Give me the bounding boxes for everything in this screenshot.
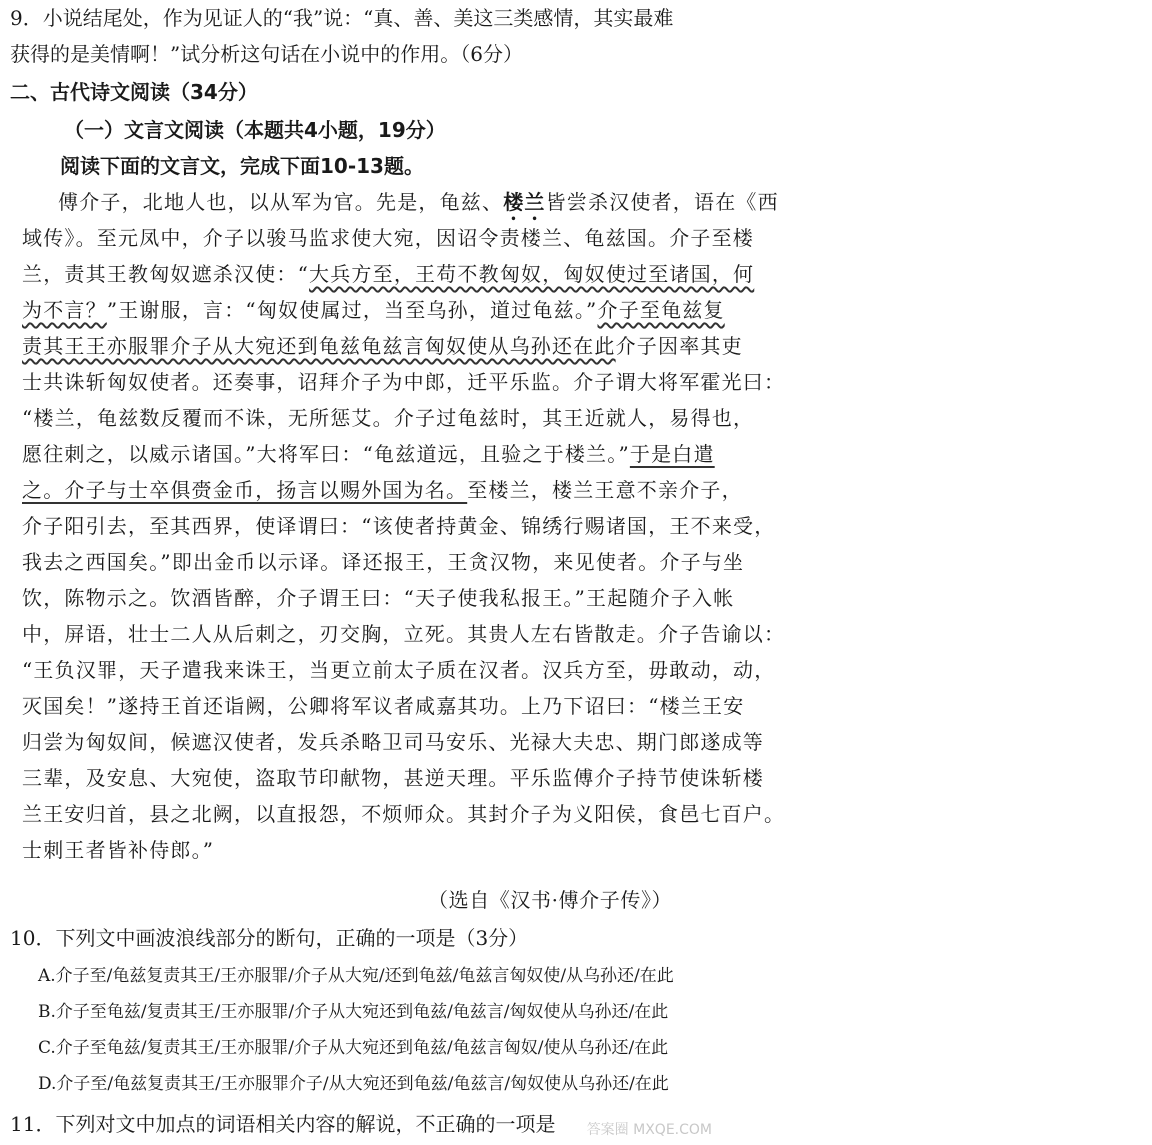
question-10-stem: 10．下列文中画波浪线部分的断句，正确的一项是（3分）: [10, 926, 529, 950]
passage-line: 介子阳引去，至其西界，使译谓曰：“该使者持黄金、锦绣行赐诸国，王不来受，: [22, 514, 776, 538]
dotted-word: 楼兰: [503, 190, 546, 214]
passage-line: 归尝为匈奴间，候遮汉使者，发兵杀略卫司马安乐、光禄大夫忠、期门郎遂成等: [22, 730, 764, 754]
passage-line: 士共诛斩匈奴使者。还奏事，诏拜介子为中郎，迁平乐监。介子谓大将军霍光曰：: [22, 370, 786, 394]
passage-line: 三辈，及安息、大宛使，盗取节印献物，甚逆天理。平乐监傅介子持节使诛斩楼: [22, 766, 764, 790]
source-citation: （选自《汉书·傅介子传》）: [428, 888, 673, 912]
option-c: C.介子至龟兹/复责其王/王亦服罪/介子从大宛还到龟兹/龟兹言匈奴/使从乌孙还/在此: [38, 1038, 669, 1058]
passage-line: [22, 256, 755, 292]
question-11-stem: 11．下列对文中加点的词语相关内容的解说，不正确的一项是: [10, 1112, 556, 1136]
passage-line: “楼兰，龟兹数反覆而不诛，无所惩艾。介子过龟兹时，其王近就人，易得也，: [22, 406, 755, 430]
section-heading: 二、古代诗文阅读（34分）: [10, 80, 258, 104]
passage-line: “王负汉罪，天子遣我来诛王，当更立前太子质在汉者。汉兵方至，毋敢动，动，: [22, 658, 776, 682]
passage-line: 我去之西国矣。”即出金币以示译。译还报王，王贪汉物，来见使者。介子与坐: [22, 550, 745, 574]
wavy-underlined-text: 介子至龟兹复: [597, 298, 725, 322]
passage-line: [22, 328, 746, 364]
passage-line: 中，屏语，壮士二人从后刺之，刃交胸，立死。其贵人左右皆散走。介子告谕以：: [22, 622, 786, 646]
passage-line: 兰王安归首，县之北阙，以直报怨，不烦师众。其封介子为义阳侯，食邑七百户。: [22, 802, 786, 826]
passage-line: [22, 292, 746, 328]
passage-text: 兰，责其王教匈奴遮杀汉使：“: [22, 262, 310, 286]
wavy-underlined-text: 为不言？: [22, 298, 107, 322]
passage-line: 饮，陈物示之。饮酒皆醉，介子谓王曰：“天子使我私报王。”王起随介子入帐: [22, 586, 735, 610]
option-b: B.介子至龟兹/复责其王/王亦服罪/介子从大宛还到龟兹/龟兹言/匈奴使从乌孙还/在此: [38, 1002, 669, 1022]
passage-text: 介子因率其吏: [615, 334, 743, 358]
passage-line: 士刺王者皆补侍郎。”: [22, 838, 215, 862]
passage-line: 域传》。至元凤中，介子以骏马监求使大宛，因诏令责楼兰、龟兹国。介子至楼: [22, 226, 754, 250]
passage-text: 傅介子，北地人也，以从军为官。先是，龟兹、: [58, 190, 504, 214]
passage-text: ”王谢服，言：“匈奴使属过，当至乌孙，道过龟兹。”: [106, 298, 598, 322]
passage-line: [58, 184, 782, 225]
passage-text: 至楼兰，楼兰王意不亲介子，: [467, 478, 743, 502]
option-d: D.介子至/龟兹复责其王/王亦服罪介子/从大宛还到龟兹/龟兹言/匈奴使从乌孙还/在此: [38, 1074, 669, 1094]
wavy-underlined-text: 大兵方至，王苟不教匈奴，匈奴使过至诸国，何: [309, 262, 755, 286]
underlined-text: 之。介子与士卒俱赍金币，扬言以赐外国为名。: [22, 478, 468, 502]
underlined-text: 于是白遣: [629, 442, 715, 466]
passage-text: 皆尝杀汉使者，语在《西: [545, 190, 779, 214]
subsection-heading: （一）文言文阅读（本题共4小题，19分）: [64, 118, 446, 142]
wavy-underlined-text: 责其王王亦服罪介子从大宛还到龟兹龟兹言匈奴使从乌孙还在此: [22, 334, 616, 358]
passage-line: 灭国矣！”遂持王首还诣阙，公卿将军议者咸嘉其功。上乃下诏曰：“楼兰王安: [22, 694, 745, 718]
question-9-line-1: 9．小说结尾处，作为见证人的“我”说：“真、善、美这三类感情，其实最难: [10, 6, 674, 30]
option-a: A.介子至/龟兹复责其王/王亦服罪/介子从大宛/还到龟兹/龟兹言匈奴使/从乌孙还/在此: [38, 966, 674, 986]
watermark-logo: 答案圈 MXQE.COM: [586, 1122, 712, 1138]
passage-text: 愿往刺之，以威示诸国。”大将军曰：“龟兹道远，且验之于楼兰。”: [22, 442, 630, 466]
question-9-line-2: 获得的是美情啊！”试分析这句话在小说中的作用。（6分）: [10, 42, 523, 66]
reading-instruction: 阅读下面的文言文，完成下面10-13题。: [60, 154, 424, 178]
passage-line: [22, 436, 746, 472]
passage-line: [22, 472, 746, 508]
